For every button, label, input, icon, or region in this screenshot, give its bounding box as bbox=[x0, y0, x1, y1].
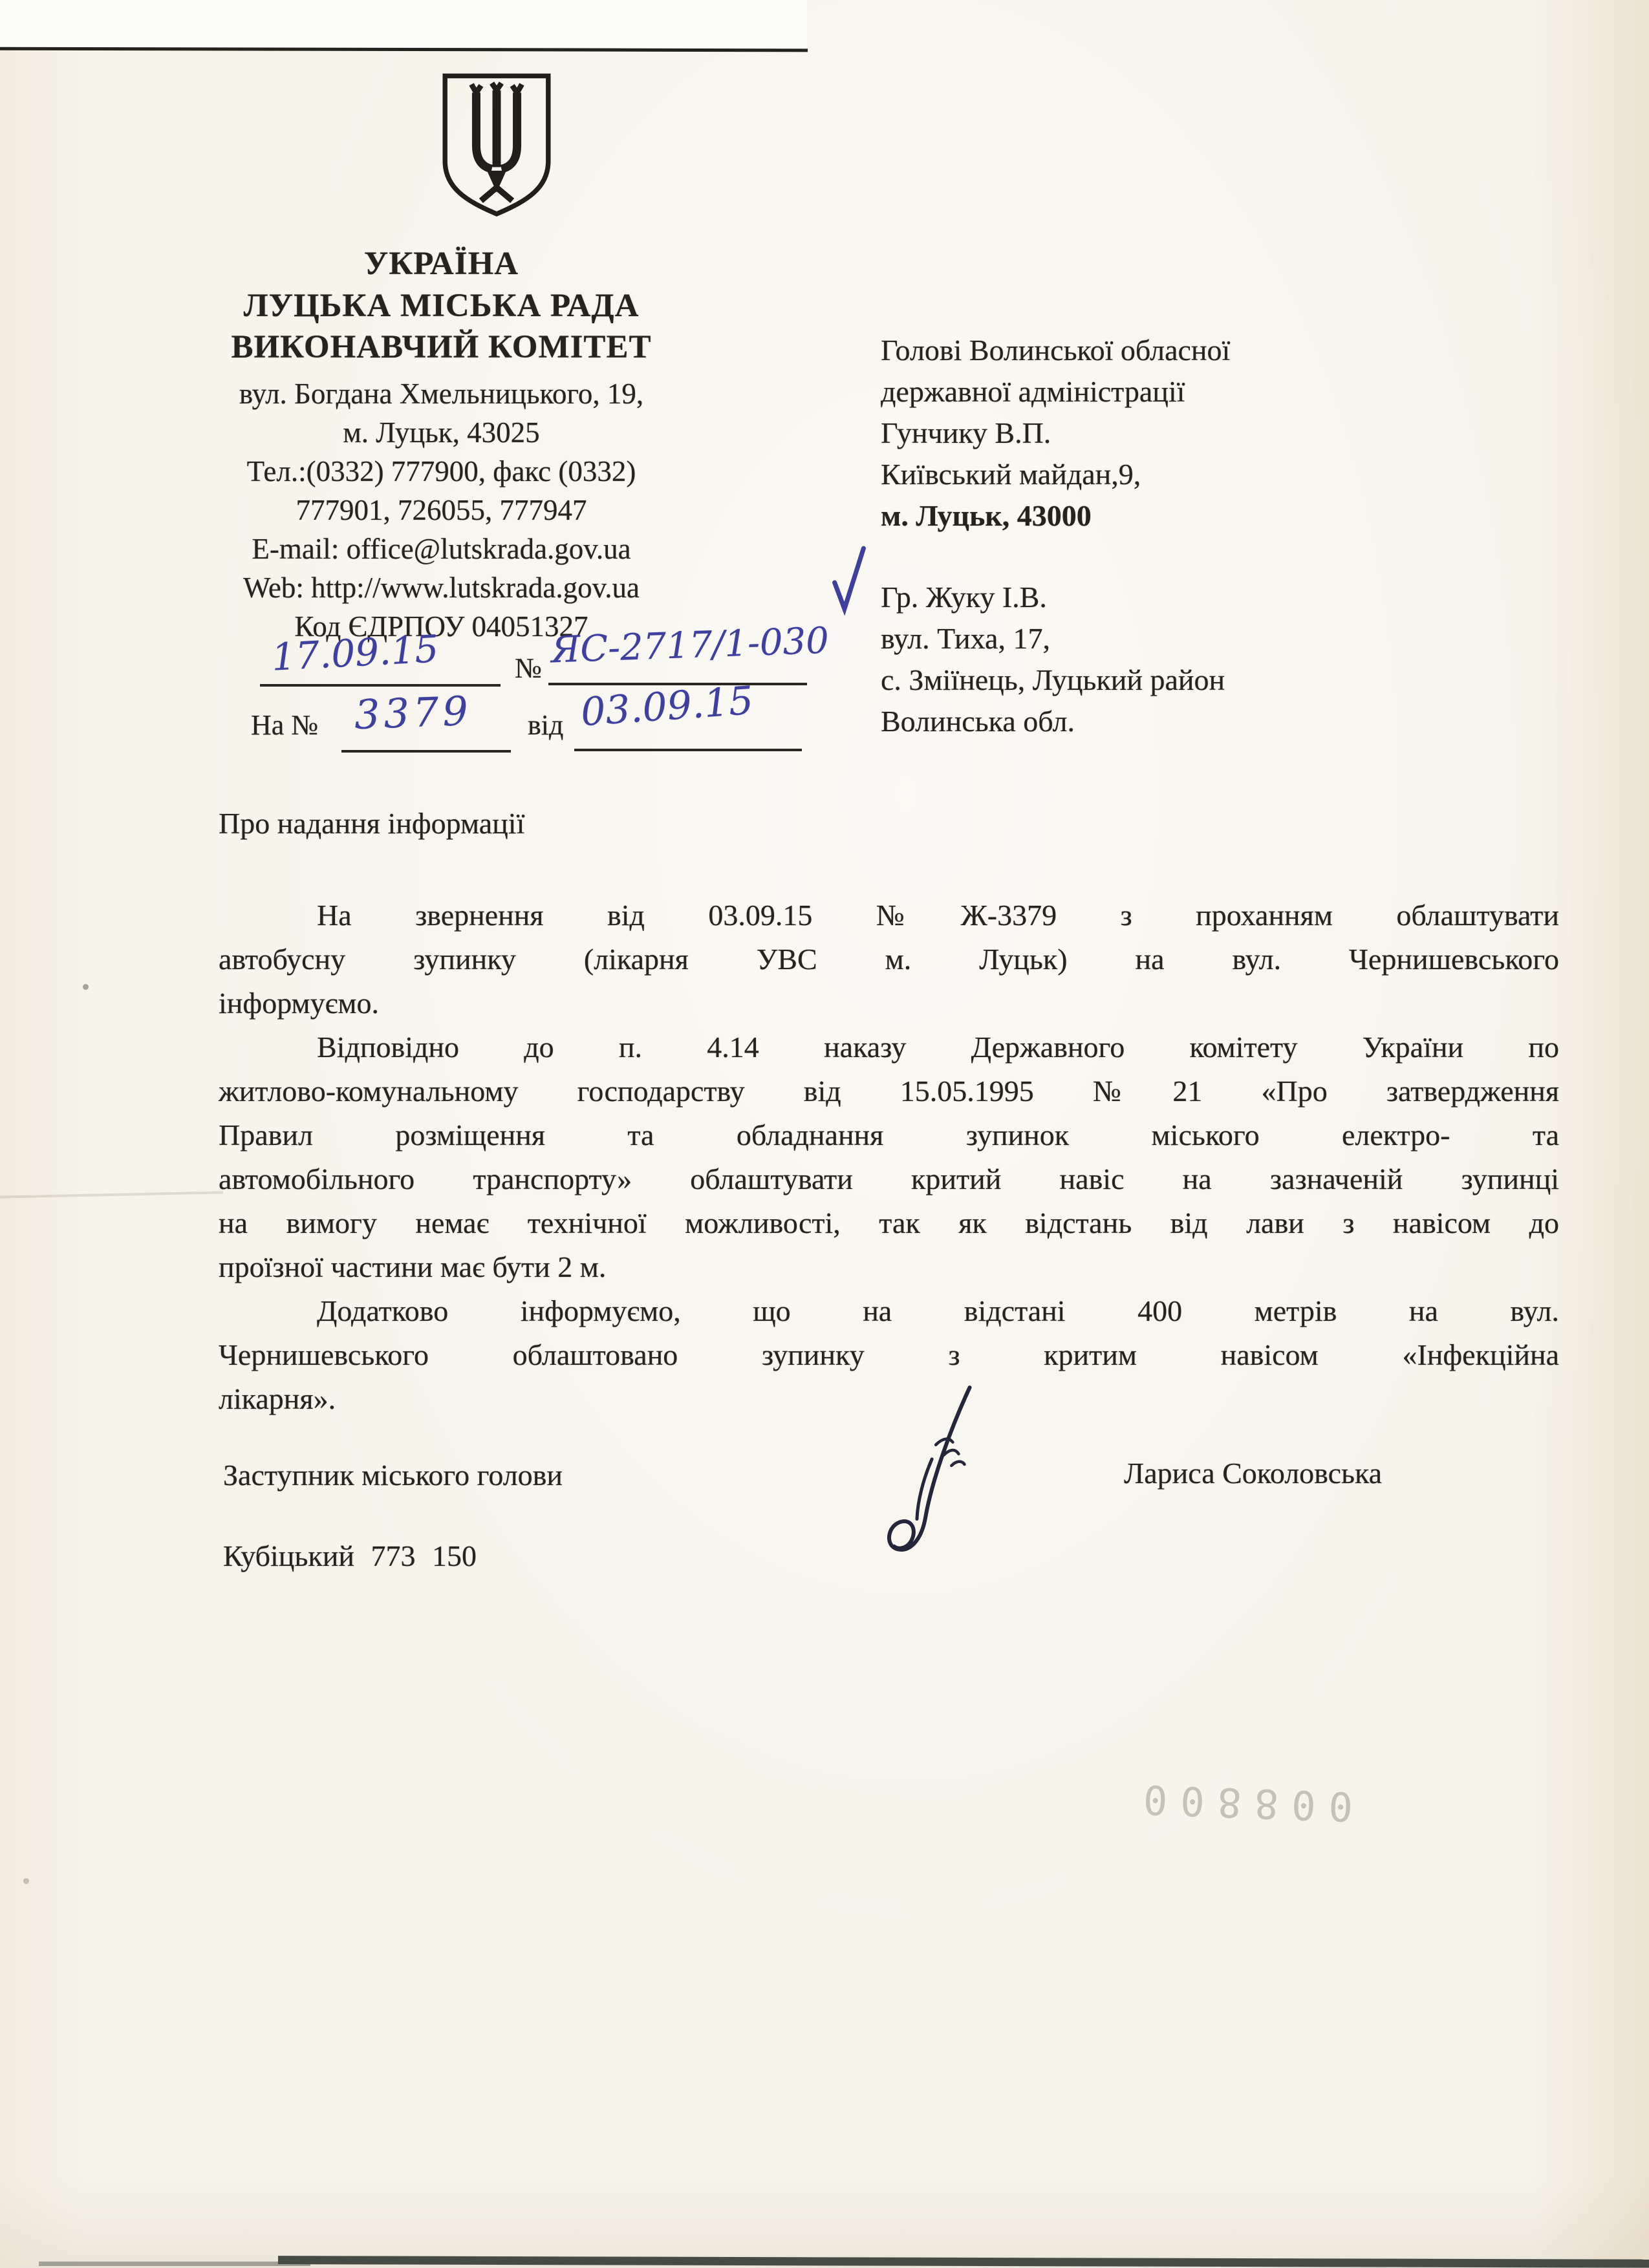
incoming-number-handwritten: 3379 bbox=[353, 687, 473, 739]
incoming-date-line bbox=[574, 749, 802, 751]
body-line: автомобільного транспорту» облаштувати критий навіс на зазначеній зупинці bbox=[219, 1162, 1559, 1195]
subject-line: Про надання інформації bbox=[219, 807, 525, 840]
recipient-line: Голові Волинської обласної bbox=[881, 334, 1231, 367]
body-line: автобусну зупинку (лікарня УВС м. Луцьк) на вул. Чернишевського bbox=[219, 943, 1559, 976]
letterhead-edrpou: Код ЄДРПОУ 04051327 bbox=[294, 610, 588, 643]
recipient-line: Волинська обл. bbox=[881, 705, 1075, 738]
letter-body bbox=[219, 893, 1559, 1421]
recipient-line: вул. Тиха, 17, bbox=[881, 622, 1050, 655]
recipient-line: Київський майдан,9, bbox=[881, 458, 1141, 491]
incoming-number-line bbox=[341, 750, 511, 753]
letterhead-phone1: Тел.:(0332) 777900, факс (0332) bbox=[246, 455, 636, 487]
letterhead-web: Web: http://www.lutskrada.gov.ua bbox=[243, 572, 640, 604]
outgoing-date-line bbox=[260, 684, 501, 687]
executor-contact: Кубіцький 773 150 bbox=[223, 1539, 477, 1572]
body-line: лікарня». bbox=[219, 1382, 336, 1415]
signer-name: Лариса Соколовська bbox=[1124, 1457, 1383, 1490]
outgoing-number-handwritten: ЯС-2717/1-030 bbox=[550, 619, 830, 672]
reply-date-label: від bbox=[528, 709, 564, 741]
letterhead-street: вул. Богдана Хмельницького, 19, bbox=[239, 378, 644, 410]
reply-number-label: На № bbox=[251, 709, 319, 741]
recipient-secondary-block bbox=[881, 577, 1225, 742]
letterhead-org-committee: ВИКОНАВЧИЙ КОМІТЕТ bbox=[231, 329, 652, 365]
trident-emblem-icon bbox=[435, 71, 559, 221]
body-line: житлово-комунальному господарству від 15.05.1995 №21 «Про затвердження bbox=[219, 1075, 1559, 1107]
body-line: на вимогу немає технічної можливості, так як відстань від лави з навісом до bbox=[219, 1206, 1559, 1239]
letterhead-org-name: ЛУЦЬКА МІСЬКА РАДА bbox=[243, 288, 640, 324]
letterhead-email: E-mail: office@lutskrada.gov.ua bbox=[252, 533, 631, 565]
body-line: Правил розміщення та обладнання зупинок міського електро- та bbox=[219, 1118, 1559, 1151]
scan-top-margin bbox=[0, 0, 807, 49]
faint-stamp-number: 008800 bbox=[1129, 1775, 1354, 1830]
recipient-line: Гр. Жуку І.В. bbox=[881, 581, 1047, 614]
recipient-line: с. Зміїнець, Луцький район bbox=[881, 663, 1225, 696]
signer-position-title: Заступник міського голови bbox=[223, 1459, 563, 1492]
scan-bottom-edge-left bbox=[39, 2262, 310, 2266]
recipient-primary-block bbox=[881, 330, 1230, 537]
scan-speck bbox=[83, 984, 89, 990]
scan-bottom-edge bbox=[278, 2256, 1649, 2268]
paper-crease bbox=[0, 1191, 223, 1198]
outgoing-number-label: № bbox=[515, 652, 542, 684]
letterhead-city: м. Луцьк, 43025 bbox=[343, 416, 540, 449]
body-line: Додатково інформуємо, що на відстані 400 метрів на вул. bbox=[317, 1294, 1559, 1327]
recipient-line: Гунчику В.П. bbox=[881, 416, 1051, 449]
scan-speck bbox=[23, 1878, 29, 1884]
recipient-line: державної адміністрації bbox=[881, 375, 1185, 408]
body-line: На звернення від 03.09.15 №Ж-3379 з проханням облаштувати bbox=[317, 899, 1559, 932]
outgoing-date-handwritten: 17.09.15 bbox=[270, 626, 440, 679]
body-line: Відповідно до п. 4.14 наказу Державного комітету України по bbox=[317, 1031, 1559, 1064]
handwritten-signature bbox=[854, 1382, 991, 1558]
checkmark-icon bbox=[829, 544, 869, 617]
incoming-date-handwritten: 03.09.15 bbox=[579, 678, 755, 736]
letterhead-phone2: 777901, 726055, 777947 bbox=[296, 494, 587, 526]
letterhead-country: УКРАЇНА bbox=[363, 246, 519, 282]
body-line: інформуємо. bbox=[219, 987, 379, 1020]
body-line: проїзної частини має бути 2 м. bbox=[219, 1250, 607, 1283]
recipient-line: м. Луцьк, 43000 bbox=[881, 499, 1092, 532]
body-line: Чернишевського облаштовано зупинку з критим навісом «Інфекційна bbox=[219, 1338, 1559, 1371]
